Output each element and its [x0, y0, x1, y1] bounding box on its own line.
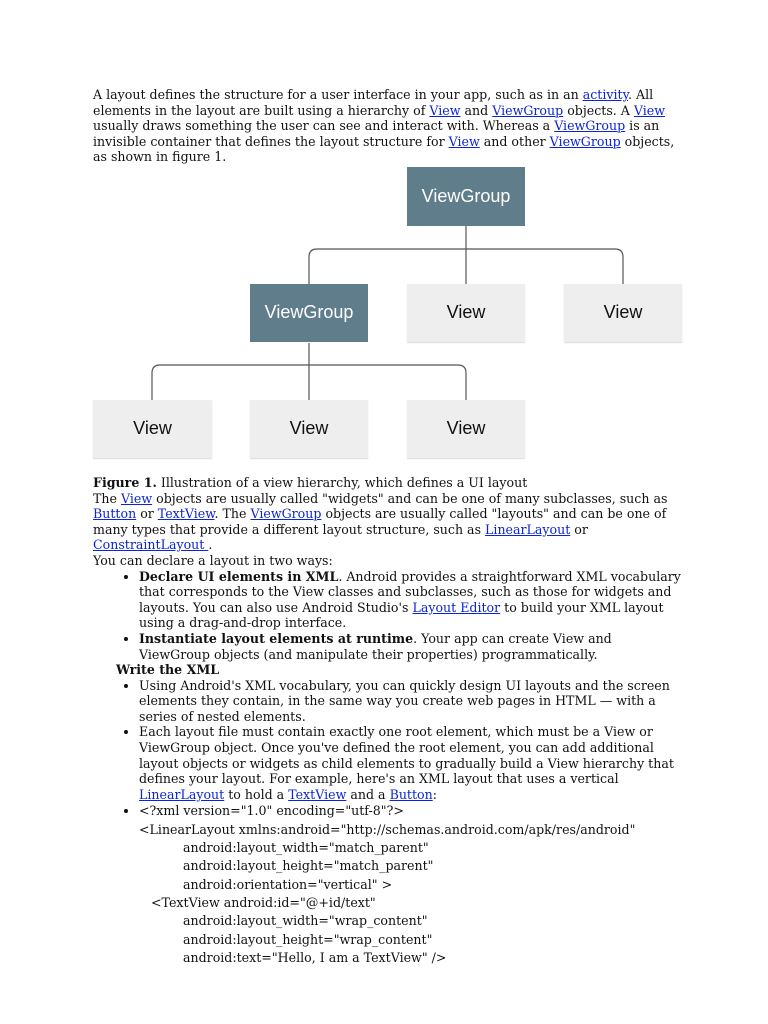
textview-link[interactable]: TextView: [288, 786, 347, 802]
para-text: objects are usually called "layouts" and can be one of many types that provide a different layout structure, such as: [93, 506, 667, 537]
intro-text: and: [460, 102, 493, 118]
para-text: or: [136, 506, 158, 522]
connector-level1-bar: [309, 249, 623, 284]
bullet-text: :: [432, 786, 437, 802]
view-node: View: [407, 284, 525, 342]
linearlayout-link[interactable]: LinearLayout: [485, 521, 571, 537]
bullet-text: . Android provides a straightforward XML vocabulary that corresponds to the View classes and subclasses, such as those for widgets and layouts. You can also use Android Studio's: [139, 568, 681, 615]
viewgroup-link[interactable]: ViewGroup: [250, 506, 322, 522]
button-link[interactable]: Button: [389, 786, 433, 802]
intro-text: A layout defines the structure for a user interface in your app, such as in an: [93, 87, 583, 102]
bullet-text: to hold a: [224, 786, 289, 802]
bullet-text: to build your XML layout using a drag-and-drop interface.: [139, 599, 664, 631]
para-text: .: [208, 537, 213, 553]
viewgroup-link[interactable]: ViewGroup: [554, 118, 626, 134]
list-item: [139, 569, 683, 631]
constraintlayout-link[interactable]: ConstraintLayout: [93, 537, 209, 553]
code-line: android:text="Hello, I am a TextView" />: [183, 949, 447, 965]
bullet-bold: Declare UI elements in XML: [139, 568, 339, 584]
intro-text: usually draws something the user can see and interact with. Whereas a: [93, 118, 555, 134]
viewgroup-link[interactable]: ViewGroup: [549, 133, 621, 149]
list-item: [139, 724, 683, 802]
list-item: • Using Android's XML vocabulary, you can quickly design UI layouts and the screen elements they contain, in the same way you create web pages in HTML — with a series of nested elements.: [139, 678, 683, 725]
bullet-text: . Your app can create View and ViewGroup objects (and manipulate their properties) programmatically.: [139, 630, 612, 662]
view-link[interactable]: View: [429, 102, 461, 118]
intro-text: . All elements in the layout are built using a hierarchy of: [93, 87, 654, 118]
declare-list: [93, 569, 683, 663]
code-line: android:layout_width="wrap_content": [183, 913, 428, 929]
code-line: android:layout_height="wrap_content": [183, 931, 433, 947]
code-line: android:orientation="vertical" >: [183, 876, 393, 892]
button-link[interactable]: Button: [93, 506, 137, 522]
view-node: View: [564, 284, 682, 342]
layout-editor-link[interactable]: Layout Editor: [412, 599, 501, 615]
view-link[interactable]: View: [633, 102, 666, 118]
code-line: android:layout_width="match_parent": [183, 840, 429, 856]
view-link[interactable]: View: [448, 133, 480, 149]
code-line: <LinearLayout xmlns:android="http://schemas.android.com/apk/res/android": [139, 821, 636, 837]
intro-text: is an invisible container that defines the layout structure for: [93, 118, 660, 149]
bullet-text: Each layout file must contain exactly one root element, which must be a View or ViewGroup object. Once you've defined the root element, you can add additional layout objects or widgets as child elements to gradually build a View hierarchy that defines your layout. For example, here's an XML layout that uses a vertical: [139, 724, 674, 787]
para-text: or: [570, 521, 588, 537]
declare-paragraph: You can declare a layout in two ways:: [93, 552, 333, 568]
intro-text: objects, as shown in figure 1.: [93, 133, 675, 165]
code-block: [139, 802, 683, 967]
list-item: [139, 631, 683, 662]
activity-link[interactable]: activity: [582, 87, 629, 102]
xml-list: [93, 678, 683, 967]
intro-text: and other: [479, 133, 550, 149]
bullet-text: and a: [346, 786, 390, 802]
view-hierarchy-diagram: [0, 171, 768, 461]
view-link[interactable]: View: [120, 490, 153, 506]
linearlayout-link[interactable]: LinearLayout: [139, 786, 225, 802]
caption-label: Figure 1.: [93, 474, 157, 490]
code-line: <TextView android:id="@+id/text": [151, 894, 376, 910]
viewgroup-child-node: ViewGroup: [250, 284, 368, 342]
intro-paragraph: [93, 87, 683, 165]
viewgroup-root-node: ViewGroup: [407, 167, 525, 226]
textview-link[interactable]: TextView: [157, 506, 215, 522]
section-heading: Write the XML: [116, 662, 220, 678]
widgets-paragraph: [93, 491, 683, 553]
figure-caption: [93, 475, 683, 491]
view-node: View: [93, 400, 212, 458]
viewgroup-link[interactable]: ViewGroup: [492, 102, 564, 118]
document-page: [93, 87, 683, 967]
para-text: The: [93, 490, 121, 506]
code-line: android:layout_height="match_parent": [183, 858, 434, 874]
caption-text: Illustration of a view hierarchy, which defines a UI layout: [156, 474, 528, 490]
para-text: objects are usually called "widgets" and can be one of many subclasses, such as: [152, 490, 668, 506]
para-text: . The: [214, 506, 251, 522]
bullet-bold: Instantiate layout elements at runtime: [139, 630, 414, 646]
connector-level2-bar: [152, 365, 466, 400]
intro-text: objects. A: [563, 102, 634, 118]
view-node: View: [250, 400, 368, 458]
code-line: • <?xml version="1.0" encoding="utf-8"?>: [139, 803, 404, 819]
view-node: View: [407, 400, 525, 458]
